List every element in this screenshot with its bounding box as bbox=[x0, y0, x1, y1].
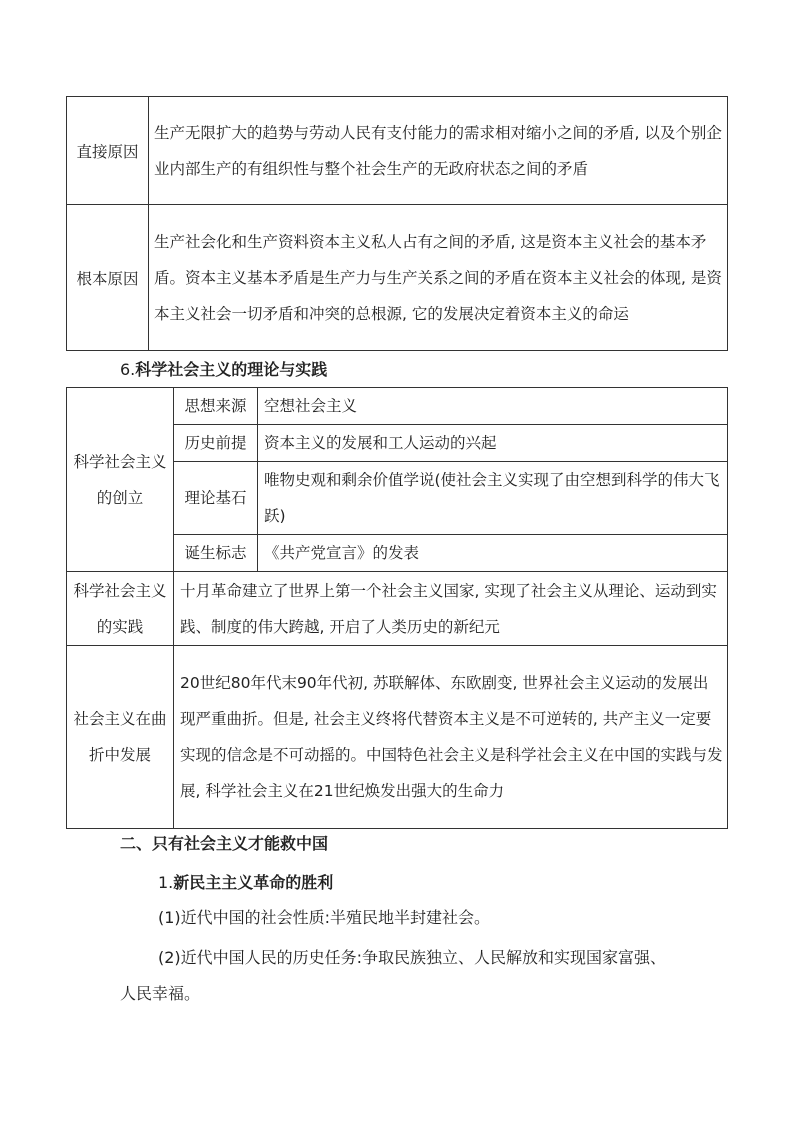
point-1: (1)近代中国的社会性质:半殖民地半封建社会。 bbox=[158, 908, 491, 927]
scientific-socialism-table bbox=[66, 387, 728, 829]
row-content: 生产无限扩大的趋势与劳动人民有支付能力的需求相对缩小之间的矛盾, 以及个别企业内部生产的有组织性与整个社会生产的无政府状态之间的矛盾 bbox=[149, 97, 728, 205]
section-title: 科学社会主义的理论与实践 bbox=[135, 360, 328, 379]
subsection-number: 1. bbox=[158, 873, 174, 892]
table-row bbox=[67, 205, 728, 351]
sub-label: 历史前提 bbox=[174, 425, 258, 462]
point-2: (2)近代中国人民的历史任务:争取民族独立、人民解放和实现国家富强、人民幸福。 bbox=[120, 948, 667, 1003]
section-number: 6. bbox=[120, 360, 136, 379]
subsection-title: 新民主主义革命的胜利 bbox=[173, 873, 334, 892]
cell-content: 十月革命建立了世界上第一个社会主义国家, 实现了社会主义从理论、运动到实践、制度的伟大跨越, 开启了人类历史的新纪元 bbox=[174, 572, 728, 646]
cell-content: 《共产党宣言》的发表 bbox=[258, 535, 728, 572]
cell-content: 空想社会主义 bbox=[258, 388, 728, 425]
row-header: 社会主义在曲折中发展 bbox=[67, 646, 174, 829]
row-header: 直接原因 bbox=[67, 97, 149, 205]
section-2-heading bbox=[120, 832, 328, 856]
table-row bbox=[67, 97, 728, 205]
row-header: 科学社会主义的创立 bbox=[67, 388, 174, 572]
cell-content: 20世纪80年代末90年代初, 苏联解体、东欧剧变, 世界社会主义运动的发展出现严重曲折。但是, 社会主义终将代替资本主义是不可逆转的, 共产主义一定要实现的信念是不可动摇的。中国特色社会主义是科学社会主义在中国的实践与发展, 科学社会主义在21世纪焕发出强大的生命力 bbox=[174, 646, 728, 829]
sub-label: 理论基石 bbox=[174, 462, 258, 535]
subsection-1-heading bbox=[158, 871, 333, 895]
sub-label: 思想来源 bbox=[174, 388, 258, 425]
crisis-causes-table bbox=[66, 96, 728, 351]
table-row bbox=[67, 388, 728, 425]
row-header: 科学社会主义的实践 bbox=[67, 572, 174, 646]
section-title: 只有社会主义才能救中国 bbox=[152, 834, 329, 853]
table-row bbox=[67, 646, 728, 829]
cell-content: 唯物史观和剩余价值学说(使社会主义实现了由空想到科学的伟大飞跃) bbox=[258, 462, 728, 535]
row-header: 根本原因 bbox=[67, 205, 149, 351]
table-row bbox=[67, 572, 728, 646]
row-content: 生产社会化和生产资料资本主义私人占有之间的矛盾, 这是资本主义社会的基本矛盾。资本主义基本矛盾是生产力与生产关系之间的矛盾在资本主义社会的体现, 是资本主义社会一切矛盾和冲突的总根源, 它的发展决定着资本主义的命运 bbox=[149, 205, 728, 351]
sub-label: 诞生标志 bbox=[174, 535, 258, 572]
section-6-heading bbox=[120, 358, 327, 382]
cell-content: 资本主义的发展和工人运动的兴起 bbox=[258, 425, 728, 462]
section-number: 二、 bbox=[120, 834, 153, 853]
